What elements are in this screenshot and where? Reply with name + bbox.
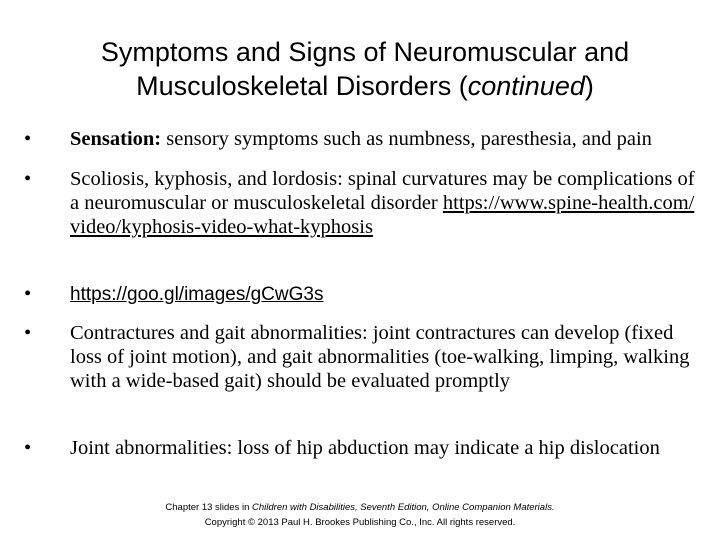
title-line1: Symptoms and Signs of Neuromuscular and	[100, 37, 630, 67]
bullet-scoliosis	[24, 167, 704, 239]
bullet-bold: Sensation:	[70, 128, 162, 150]
bullet-text: Joint abnormalities: loss of hip abduction may indicate a hip dislocation	[70, 437, 660, 459]
bullet-dot: •	[24, 283, 32, 305]
footer	[0, 500, 720, 530]
slide-title	[40, 35, 690, 103]
goo-gl-link[interactable]: https://goo.gl/images/gCwG3s	[70, 284, 324, 305]
bullet-text: sensory symptoms such as numbness, paresthesia, and pain	[161, 128, 652, 150]
bullet-text: Scoliosis, kyphosis, and lordosis: spinal curvatures may be complications of a neuromuscular or musculoskeletal disorder	[70, 168, 695, 214]
bullet-goo-link	[24, 282, 704, 307]
bullet-joint	[24, 436, 704, 460]
bullet-contractures	[24, 321, 704, 393]
footer-copyright: Copyright © 2013 Paul H. Brookes Publishing Co., Inc. All rights reserved.	[204, 517, 516, 528]
bullet-text: Contractures and gait abnormalities: joint contractures can develop (fixed loss of joint motion), and gait abnormalities (toe-walking, limping, walking with a wide-based gait) should be evaluated promptly	[70, 322, 690, 392]
footer-book-title: Children with Disabilities, Seventh Edition, Online Companion Materials.	[252, 502, 555, 513]
footer-text: Chapter 13 slides in	[165, 502, 253, 513]
bullet-dot: •	[24, 322, 32, 344]
bullet-dot: •	[24, 168, 32, 190]
title-line2: Musculoskeletal Disorders (	[136, 71, 468, 101]
title-paren: )	[584, 71, 594, 101]
spine-health-link[interactable]: https://www.spine-health.com/video/kyphosis-video-what-kyphosis	[70, 192, 695, 238]
bullet-dot: •	[24, 437, 32, 459]
bullet-sensation	[24, 127, 704, 151]
bullet-dot: •	[24, 128, 32, 150]
title-italic: continued	[467, 71, 585, 101]
